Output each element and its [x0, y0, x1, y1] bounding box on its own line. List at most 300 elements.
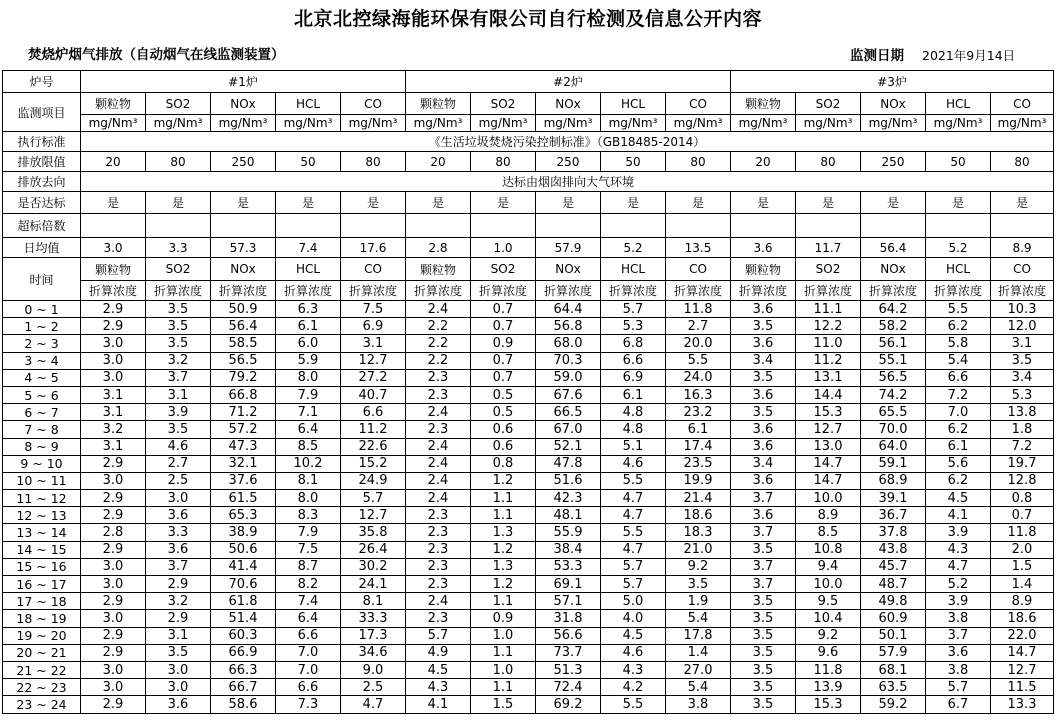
value-cell: 12.0: [991, 318, 1054, 335]
value-cell: 56.5: [861, 369, 926, 386]
furnace-3-header: #3炉: [731, 71, 1054, 93]
time-cell: 2 ~ 3: [3, 335, 81, 352]
value-cell: 3.0: [81, 679, 146, 696]
value-cell: 7.0: [276, 644, 341, 661]
value-cell: 2.3: [406, 524, 471, 541]
value-cell: 5.4: [926, 352, 991, 369]
value-cell: 1.9: [666, 593, 731, 610]
converted-label: 折算浓度: [146, 281, 211, 301]
limit-cell: 50: [601, 152, 666, 172]
value-cell: 3.7: [731, 524, 796, 541]
value-cell: 6.6: [601, 352, 666, 369]
exceed-cell: [211, 214, 276, 238]
value-cell: 4.7: [601, 507, 666, 524]
value-cell: 8.5: [276, 438, 341, 455]
limit-cell: 250: [861, 152, 926, 172]
value-cell: 4.0: [601, 610, 666, 627]
time-cell: 13 ~ 14: [3, 524, 81, 541]
table-row: [3, 507, 1054, 524]
value-cell: 38.4: [536, 541, 601, 558]
value-cell: 3.5: [731, 318, 796, 335]
pollutant-subheader: HCL: [601, 258, 666, 281]
value-cell: 6.6: [341, 404, 406, 421]
table-row: [3, 541, 1054, 558]
furnace-1-header: #1炉: [81, 71, 406, 93]
value-cell: 33.3: [341, 610, 406, 627]
exceed-label: 超标倍数: [3, 214, 81, 238]
value-cell: 41.4: [211, 558, 276, 575]
value-cell: 3.5: [146, 644, 211, 661]
converted-label: 折算浓度: [731, 281, 796, 301]
value-cell: 18.6: [666, 507, 731, 524]
value-cell: 3.5: [731, 369, 796, 386]
compliant-cell: 是: [926, 192, 991, 214]
unit-cell: mg/Nm³: [276, 115, 341, 132]
value-cell: 6.2: [926, 421, 991, 438]
value-cell: 3.4: [731, 455, 796, 472]
value-cell: 5.7: [601, 301, 666, 318]
value-cell: 3.6: [731, 438, 796, 455]
time-cell: 14 ~ 15: [3, 541, 81, 558]
limit-cell: 50: [926, 152, 991, 172]
exceed-cell: [536, 214, 601, 238]
value-cell: 3.5: [731, 404, 796, 421]
time-cell: 8 ~ 9: [3, 438, 81, 455]
value-cell: 60.3: [211, 627, 276, 644]
value-cell: 15.2: [341, 455, 406, 472]
table-row: [3, 301, 1054, 318]
unit-cell: mg/Nm³: [666, 115, 731, 132]
value-cell: 3.2: [81, 421, 146, 438]
pollutant-header: HCL: [276, 93, 341, 115]
value-cell: 3.3: [146, 524, 211, 541]
value-cell: 2.2: [406, 318, 471, 335]
pollutant-header: NOx: [211, 93, 276, 115]
value-cell: 5.7: [341, 490, 406, 507]
value-cell: 2.4: [406, 438, 471, 455]
unit-cell: mg/Nm³: [861, 115, 926, 132]
value-cell: 5.5: [666, 352, 731, 369]
value-cell: 1.1: [471, 679, 536, 696]
value-cell: 7.3: [276, 696, 341, 713]
value-cell: 1.3: [471, 558, 536, 575]
table-row: [3, 524, 1054, 541]
value-cell: 59.1: [861, 455, 926, 472]
value-cell: 1.8: [991, 421, 1054, 438]
time-cell: 3 ~ 4: [3, 352, 81, 369]
value-cell: 51.6: [536, 472, 601, 489]
value-cell: 6.6: [926, 369, 991, 386]
daily-avg-cell: 2.8: [406, 238, 471, 258]
pollutant-subheader: CO: [341, 258, 406, 281]
table-row: [3, 404, 1054, 421]
value-cell: 37.8: [861, 524, 926, 541]
value-cell: 2.9: [81, 490, 146, 507]
time-cell: 22 ~ 23: [3, 679, 81, 696]
value-cell: 3.6: [926, 644, 991, 661]
exceed-cell: [861, 214, 926, 238]
exceed-cell: [81, 214, 146, 238]
pollutant-subheader: HCL: [276, 258, 341, 281]
value-cell: 19.7: [991, 455, 1054, 472]
value-cell: 73.7: [536, 644, 601, 661]
daily-avg-cell: 17.6: [341, 238, 406, 258]
value-cell: 4.5: [601, 627, 666, 644]
compliant-cell: 是: [731, 192, 796, 214]
value-cell: 5.7: [926, 679, 991, 696]
pollutant-header: HCL: [601, 93, 666, 115]
value-cell: 2.9: [81, 644, 146, 661]
value-cell: 3.1: [81, 438, 146, 455]
value-cell: 7.5: [276, 541, 341, 558]
compliant-cell: 是: [276, 192, 341, 214]
value-cell: 64.0: [861, 438, 926, 455]
value-cell: 6.8: [601, 335, 666, 352]
value-cell: 8.0: [276, 369, 341, 386]
value-cell: 2.9: [81, 696, 146, 713]
value-cell: 56.8: [536, 318, 601, 335]
limit-cell: 80: [471, 152, 536, 172]
time-cell: 23 ~ 24: [3, 696, 81, 713]
value-cell: 13.3: [991, 696, 1054, 713]
value-cell: 58.6: [211, 696, 276, 713]
pollutant-subheader: 颗粒物: [731, 258, 796, 281]
value-cell: 4.9: [406, 644, 471, 661]
value-cell: 3.9: [926, 524, 991, 541]
value-cell: 1.5: [471, 696, 536, 713]
pollutant-header: NOx: [536, 93, 601, 115]
value-cell: 74.2: [861, 386, 926, 403]
time-cell: 17 ~ 18: [3, 593, 81, 610]
table-row: [3, 610, 1054, 627]
converted-label: 折算浓度: [796, 281, 861, 301]
value-cell: 3.0: [81, 335, 146, 352]
converted-label: 折算浓度: [536, 281, 601, 301]
exceed-cell: [471, 214, 536, 238]
unit-cell: mg/Nm³: [211, 115, 276, 132]
value-cell: 2.3: [406, 541, 471, 558]
value-cell: 3.0: [81, 558, 146, 575]
converted-label: 折算浓度: [406, 281, 471, 301]
value-cell: 7.1: [276, 404, 341, 421]
value-cell: 3.5: [146, 421, 211, 438]
exceed-cell: [341, 214, 406, 238]
value-cell: 2.9: [81, 301, 146, 318]
limit-cell: 20: [731, 152, 796, 172]
value-cell: 3.2: [146, 352, 211, 369]
value-cell: 2.9: [81, 318, 146, 335]
furnace-label: 炉号: [3, 71, 81, 93]
value-cell: 57.1: [536, 593, 601, 610]
compliant-cell: 是: [536, 192, 601, 214]
value-cell: 8.1: [276, 472, 341, 489]
value-cell: 11.1: [796, 301, 861, 318]
monitoring-date: [850, 44, 1015, 66]
value-cell: 50.1: [861, 627, 926, 644]
table-row: [3, 386, 1054, 403]
value-cell: 50.9: [211, 301, 276, 318]
unit-cell: mg/Nm³: [406, 115, 471, 132]
time-cell: 19 ~ 20: [3, 627, 81, 644]
value-cell: 56.5: [211, 352, 276, 369]
value-cell: 5.4: [666, 679, 731, 696]
value-cell: 3.6: [146, 541, 211, 558]
value-cell: 6.6: [276, 679, 341, 696]
daily-avg-cell: 3.0: [81, 238, 146, 258]
time-cell: 12 ~ 13: [3, 507, 81, 524]
time-cell: 1 ~ 2: [3, 318, 81, 335]
value-cell: 34.6: [341, 644, 406, 661]
value-cell: 3.7: [926, 627, 991, 644]
value-cell: 18.6: [991, 610, 1054, 627]
value-cell: 11.8: [991, 524, 1054, 541]
value-cell: 5.7: [406, 627, 471, 644]
value-cell: 10.0: [796, 490, 861, 507]
value-cell: 3.6: [731, 421, 796, 438]
pollutant-subheader: NOx: [861, 258, 926, 281]
value-cell: 27.2: [341, 369, 406, 386]
value-cell: 27.0: [666, 661, 731, 678]
value-cell: 2.8: [81, 524, 146, 541]
value-cell: 55.9: [536, 524, 601, 541]
value-cell: 56.1: [861, 335, 926, 352]
value-cell: 22.6: [341, 438, 406, 455]
daily-label: 日均值: [3, 238, 81, 258]
value-cell: 5.4: [666, 610, 731, 627]
value-cell: 2.3: [406, 421, 471, 438]
value-cell: 4.8: [601, 404, 666, 421]
value-cell: 3.8: [926, 610, 991, 627]
value-cell: 4.7: [926, 558, 991, 575]
limit-cell: 80: [146, 152, 211, 172]
value-cell: 50.6: [211, 541, 276, 558]
value-cell: 0.5: [471, 404, 536, 421]
compliant-cell: 是: [601, 192, 666, 214]
value-cell: 69.1: [536, 576, 601, 593]
value-cell: 0.9: [471, 610, 536, 627]
time-cell: 6 ~ 7: [3, 404, 81, 421]
value-cell: 0.8: [471, 455, 536, 472]
converted-label: 折算浓度: [211, 281, 276, 301]
compliant-cell: 是: [861, 192, 926, 214]
value-cell: 3.7: [731, 558, 796, 575]
value-cell: 2.2: [406, 352, 471, 369]
value-cell: 6.9: [601, 369, 666, 386]
value-cell: 4.6: [146, 438, 211, 455]
table-row: [3, 593, 1054, 610]
unit-cell: mg/Nm³: [81, 115, 146, 132]
pollutant-subheader: SO2: [796, 258, 861, 281]
time-cell: 16 ~ 17: [3, 576, 81, 593]
value-cell: 3.5: [731, 541, 796, 558]
table-row: [3, 318, 1054, 335]
limit-cell: 20: [406, 152, 471, 172]
value-cell: 68.9: [861, 472, 926, 489]
value-cell: 6.9: [341, 318, 406, 335]
value-cell: 3.0: [146, 661, 211, 678]
daily-avg-cell: 1.0: [471, 238, 536, 258]
value-cell: 3.1: [81, 404, 146, 421]
value-cell: 6.0: [276, 335, 341, 352]
standard-text: 《生活垃圾焚烧污染控制标准》（GB18485-2014）: [81, 132, 1054, 152]
exceed-cell: [991, 214, 1054, 238]
value-cell: 8.9: [796, 507, 861, 524]
value-cell: 10.8: [796, 541, 861, 558]
value-cell: 9.6: [796, 644, 861, 661]
value-cell: 61.8: [211, 593, 276, 610]
value-cell: 6.2: [926, 318, 991, 335]
pollutant-header: 颗粒物: [406, 93, 471, 115]
value-cell: 2.3: [406, 558, 471, 575]
unit-cell: mg/Nm³: [341, 115, 406, 132]
value-cell: 48.1: [536, 507, 601, 524]
value-cell: 8.5: [796, 524, 861, 541]
value-cell: 6.3: [276, 301, 341, 318]
table-row: [3, 644, 1054, 661]
value-cell: 3.1: [341, 335, 406, 352]
value-cell: 63.5: [861, 679, 926, 696]
value-cell: 53.3: [536, 558, 601, 575]
value-cell: 6.4: [276, 421, 341, 438]
value-cell: 66.8: [211, 386, 276, 403]
value-cell: 15.3: [796, 404, 861, 421]
value-cell: 79.2: [211, 369, 276, 386]
table-row: [3, 661, 1054, 678]
value-cell: 7.2: [991, 438, 1054, 455]
exceed-cell: [601, 214, 666, 238]
value-cell: 5.5: [601, 696, 666, 713]
pollutant-subheader: HCL: [926, 258, 991, 281]
daily-avg-cell: 3.3: [146, 238, 211, 258]
value-cell: 21.4: [666, 490, 731, 507]
value-cell: 4.7: [601, 490, 666, 507]
value-cell: 3.5: [146, 335, 211, 352]
limit-cell: 250: [536, 152, 601, 172]
compliant-cell: 是: [81, 192, 146, 214]
limit-cell: 80: [666, 152, 731, 172]
value-cell: 24.1: [341, 576, 406, 593]
value-cell: 3.8: [666, 696, 731, 713]
value-cell: 8.7: [276, 558, 341, 575]
value-cell: 4.1: [926, 507, 991, 524]
value-cell: 3.1: [146, 386, 211, 403]
table-row: [3, 679, 1054, 696]
direction-label: 排放去向: [3, 172, 81, 192]
value-cell: 65.5: [861, 404, 926, 421]
value-cell: 12.8: [991, 472, 1054, 489]
value-cell: 9.0: [341, 661, 406, 678]
exceed-cell: [146, 214, 211, 238]
pollutant-header: 颗粒物: [81, 93, 146, 115]
value-cell: 30.2: [341, 558, 406, 575]
value-cell: 57.9: [861, 644, 926, 661]
value-cell: 1.3: [471, 524, 536, 541]
value-cell: 31.8: [536, 610, 601, 627]
value-cell: 4.3: [926, 541, 991, 558]
page-title: 北京北控绿海能环保有限公司自行检测及信息公开内容: [293, 8, 762, 30]
value-cell: 1.0: [471, 627, 536, 644]
value-cell: 4.6: [601, 455, 666, 472]
pollutant-subheader: NOx: [211, 258, 276, 281]
value-cell: 21.0: [666, 541, 731, 558]
limit-cell: 250: [211, 152, 276, 172]
time-cell: 5 ~ 6: [3, 386, 81, 403]
value-cell: 24.9: [341, 472, 406, 489]
value-cell: 8.9: [991, 593, 1054, 610]
value-cell: 4.5: [926, 490, 991, 507]
value-cell: 11.0: [796, 335, 861, 352]
value-cell: 13.8: [991, 404, 1054, 421]
value-cell: 3.6: [731, 335, 796, 352]
value-cell: 7.0: [926, 404, 991, 421]
value-cell: 1.2: [471, 472, 536, 489]
value-cell: 67.0: [536, 421, 601, 438]
value-cell: 1.2: [471, 576, 536, 593]
pollutant-header: CO: [991, 93, 1054, 115]
value-cell: 8.1: [341, 593, 406, 610]
pollutant-subheader: SO2: [471, 258, 536, 281]
value-cell: 3.5: [666, 576, 731, 593]
value-cell: 0.6: [471, 421, 536, 438]
value-cell: 71.2: [211, 404, 276, 421]
pollutant-subheader: 颗粒物: [406, 258, 471, 281]
value-cell: 2.4: [406, 455, 471, 472]
time-cell: 4 ~ 5: [3, 369, 81, 386]
table-row: [3, 335, 1054, 352]
value-cell: 42.3: [536, 490, 601, 507]
date-value: 2021年9月14日: [922, 48, 1016, 63]
value-cell: 58.2: [861, 318, 926, 335]
time-label: 时间: [3, 258, 81, 301]
value-cell: 2.9: [146, 576, 211, 593]
value-cell: 56.6: [536, 627, 601, 644]
value-cell: 8.3: [276, 507, 341, 524]
value-cell: 59.0: [536, 369, 601, 386]
time-cell: 9 ~ 10: [3, 455, 81, 472]
pollutant-header: SO2: [796, 93, 861, 115]
value-cell: 7.4: [276, 593, 341, 610]
value-cell: 48.7: [861, 576, 926, 593]
value-cell: 0.8: [991, 490, 1054, 507]
limit-cell: 20: [81, 152, 146, 172]
value-cell: 2.3: [406, 576, 471, 593]
daily-avg-cell: 57.9: [536, 238, 601, 258]
value-cell: 3.0: [81, 661, 146, 678]
unit-cell: mg/Nm³: [731, 115, 796, 132]
value-cell: 9.2: [666, 558, 731, 575]
value-cell: 2.3: [406, 386, 471, 403]
value-cell: 5.0: [601, 593, 666, 610]
value-cell: 2.4: [406, 472, 471, 489]
pollutant-header: SO2: [146, 93, 211, 115]
value-cell: 66.3: [211, 661, 276, 678]
value-cell: 2.4: [406, 490, 471, 507]
value-cell: 11.5: [991, 679, 1054, 696]
value-cell: 37.6: [211, 472, 276, 489]
value-cell: 3.0: [146, 490, 211, 507]
value-cell: 3.4: [731, 352, 796, 369]
item-label: 监测项目: [3, 93, 81, 132]
value-cell: 3.5: [731, 610, 796, 627]
furnace-2-header: #2炉: [406, 71, 731, 93]
time-cell: 7 ~ 8: [3, 421, 81, 438]
value-cell: 9.5: [796, 593, 861, 610]
value-cell: 1.1: [471, 593, 536, 610]
unit-cell: mg/Nm³: [991, 115, 1054, 132]
value-cell: 3.7: [731, 490, 796, 507]
time-cell: 18 ~ 19: [3, 610, 81, 627]
table-row: [3, 369, 1054, 386]
